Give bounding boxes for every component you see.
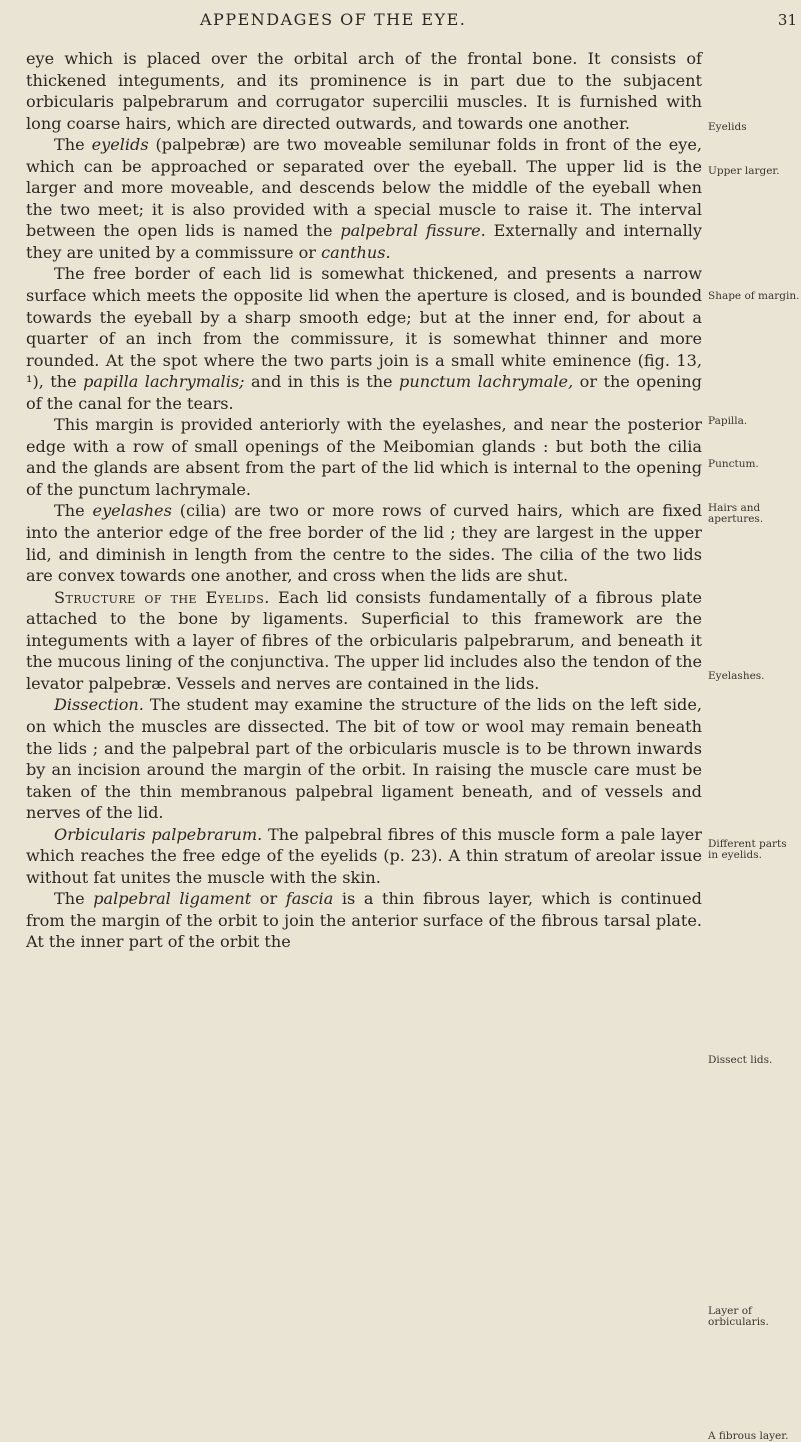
section-heading: Structure of the Eyelids.	[54, 587, 270, 607]
italic-term: canthus.	[321, 242, 391, 262]
italic-term: Orbicularis palpebrarum.	[54, 824, 263, 844]
margin-note: Dissect lids.	[708, 1053, 773, 1066]
italic-term: fascia	[285, 889, 334, 909]
margin-note: Papilla.	[708, 415, 748, 428]
paragraph	[26, 48, 702, 134]
text-run: The	[54, 135, 92, 155]
text-run: Each lid consists fundamentally of a fibrous plate attached to the bone by ligaments. Superficial to this framework are the integuments with a layer of fibres of the orbicularis palpebrarum, and beneath it the mucous lining of the conjunctiva. The upper lid includes also the tendon of the levator palpebræ. Vessels and nerves are contained in the lids.	[26, 587, 702, 693]
text-run: or	[251, 889, 286, 909]
italic-term: Dissection.	[54, 695, 144, 715]
italic-term: papilla lachrymalis;	[83, 372, 245, 392]
paragraph	[26, 414, 702, 500]
paragraph	[26, 134, 702, 263]
text-run: (cilia) are two or more rows of curved hairs, which are fixed into the anterior edge of the free border of the lid ; they are largest in the upper lid, and diminish in length from the centre to the sides. The cilia of the two lids are convex towards one another, and cross when the lids are shut.	[26, 501, 702, 586]
margin-note: A fibrous layer.	[708, 1430, 789, 1442]
paragraph	[26, 824, 702, 889]
text-run: eye which is placed over the orbital arch of the frontal bone. It consists of thickened integuments, and its prominence is in part due to the subjacent orbicularis palpebrarum and corrugator supercilii muscles. It is furnished with long coarse hairs, which are directed outwards, and towards one another.	[26, 49, 702, 133]
margin-note: Layer of orbicularis.	[708, 1304, 769, 1328]
margin-note: Eyelashes.	[708, 669, 765, 682]
margin-note: Upper larger.	[708, 164, 780, 177]
text-run: The	[54, 889, 94, 909]
running-head: APPENDAGES OF THE EYE.	[200, 10, 467, 29]
paragraph	[26, 694, 702, 823]
italic-term: palpebral ligament	[93, 889, 252, 909]
margin-note: Hairs and apertures.	[708, 501, 764, 525]
margin-note: Punctum.	[708, 458, 759, 471]
text-run: and in this is the	[244, 372, 400, 392]
text-run: This margin is provided anteriorly with the eyelashes, and near the posterior edge with a row of small openings of the Meibomian glands : but both the cilia and the glands are absent from the part of the lid which is internal to the opening of the punctum lachrymale.	[26, 415, 702, 499]
text-run: or the opening of the canal for the tears.	[26, 372, 702, 413]
paragraph	[26, 587, 702, 695]
paragraph	[26, 263, 702, 414]
text-run: Externally and internally they are united by a commissure or	[26, 221, 702, 262]
paragraph	[26, 888, 702, 953]
text-run: (palpebræ) are two moveable semilunar folds in front of the eye, which can be approached or separated over the eyeball. The upper lid is the larger and more moveable, and descends below the middle of the eyeball when the two meet; it is also provided with a special muscle to raise it. The interval between the open lids is named the	[26, 135, 703, 241]
margin-note: Shape of margin.	[708, 289, 800, 302]
italic-term: eyelashes	[92, 501, 172, 521]
text-run: is a thin fibrous layer, which is continued from the margin of the orbit to join the anterior surface of the fibrous tarsal plate. At the inner part of the orbit the	[26, 889, 702, 952]
italic-term: eyelids	[91, 135, 149, 155]
italic-term: punctum lachrymale,	[399, 372, 574, 392]
text-run: The palpebral fibres of this muscle form a pale layer which reaches the free edge of the eyelids (p. 23). A thin stratum of areolar issue without fat unites the muscle with the skin.	[26, 824, 702, 887]
margin-note: Different parts in eyelids.	[708, 838, 787, 862]
body-text	[26, 48, 702, 953]
page-number: 31	[777, 11, 797, 29]
italic-term: palpebral fissure.	[340, 221, 486, 241]
text-run: The	[54, 501, 93, 521]
page-header	[0, 8, 801, 36]
margin-note: Eyelids	[708, 121, 747, 134]
text-run: The student may examine the structure of the lids on the left side, on which the muscles are dissected. The bit of tow or wool may remain beneath the lids ; and the palpebral part of the orbicularis muscle is to be thrown inwards by an incision around the margin of the orbit. In raising the muscle care must be taken of the thin membranous palpebral ligament beneath, and of vessels and nerves of the lid.	[26, 695, 702, 823]
text-run: The free border of each lid is somewhat thickened, and presents a narrow surface which meets the opposite lid when the aperture is closed, and is bounded towards the eyeball by a sharp smooth edge; but at the inner end, for about a quarter of an inch from the commissure, it is somewhat thinner and more rounded. At the spot where the two parts join is a small white eminence (fig. 13, ¹), the	[26, 264, 702, 392]
paragraph	[26, 500, 702, 586]
